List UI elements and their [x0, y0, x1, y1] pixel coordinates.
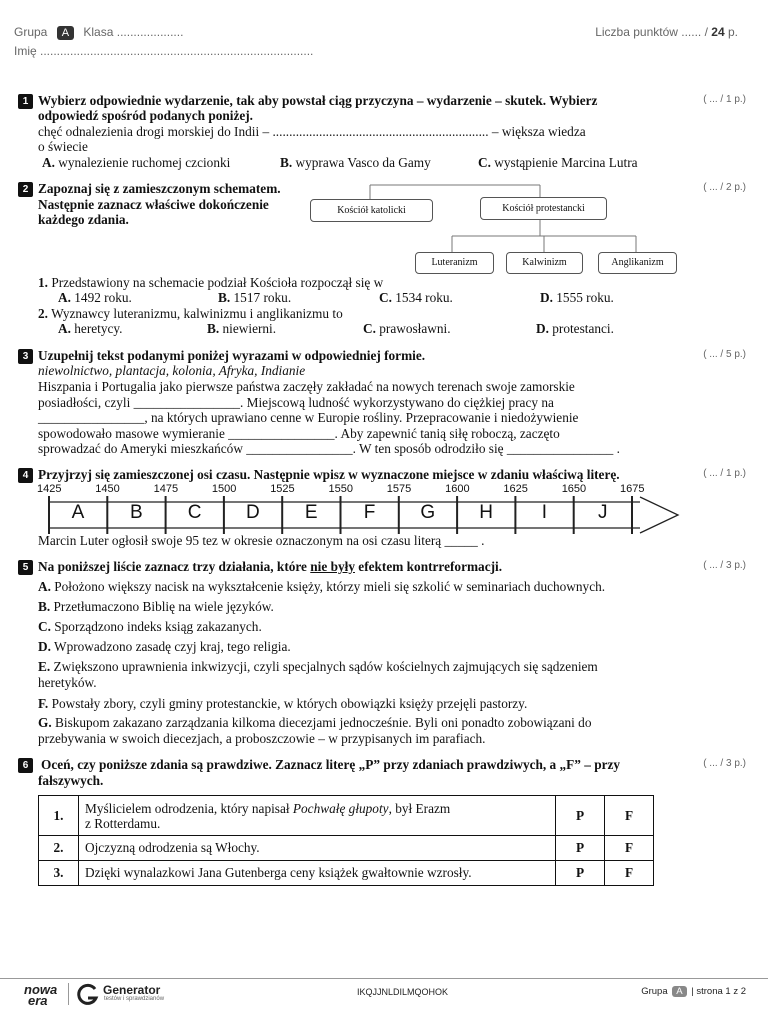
q2-s2-opt-d[interactable]: D. protestanci. — [536, 321, 614, 336]
q5-option[interactable] — [38, 579, 698, 595]
q5-option-letter: C. — [38, 619, 51, 634]
timeline-segment-letter[interactable]: C — [187, 502, 202, 523]
timeline-year-label: 1425 — [37, 483, 62, 495]
document-code: IKQJJNLDILMQOHOK — [357, 987, 449, 997]
points-summary — [595, 25, 738, 39]
row-number: 2. — [39, 836, 79, 861]
q5-instruction-emphasis: nie były — [310, 559, 355, 574]
generator-title: Generator — [103, 983, 161, 997]
q5-option-text: Przetłumaczono Biblię na wiele języków. — [53, 599, 274, 614]
timeline-year-label: 1675 — [620, 483, 645, 495]
q2-s1-number: 1. — [38, 275, 48, 290]
q2-instruction-2: Następnie zaznacz właściwe dokończenie — [38, 197, 269, 212]
q1-text-1: chęć odnalezienia drogi morskiej do Indii – ................................................................. – większa wiedza — [38, 124, 586, 139]
table-row — [39, 796, 654, 836]
statement-text: Dzięki wynalazkowi Jana Gutenberga ceny książek gwałtownie wzrosły. — [79, 861, 556, 886]
q4-instruction: Przyjrzyj się zamieszczonej osi czasu. Następnie wpisz w wyznaczone miejsce w zdaniu właściwą literę. — [38, 467, 620, 482]
q1-option-b-letter: B. — [280, 155, 293, 170]
q2-instruction-1: Zapoznaj się z zamieszczonym schematem. — [38, 181, 281, 196]
q5-option-text-continued: heretyków. — [38, 674, 97, 690]
q1-option-b-text: wyprawa Vasco da Gamy — [295, 155, 431, 170]
timeline-axis — [40, 494, 685, 534]
timeline-segment-letter[interactable]: J — [597, 502, 608, 523]
nowa-era-logo: nowa era — [24, 982, 58, 1008]
name-field[interactable]: Imię .................................................................................. — [14, 44, 314, 58]
q5-option-text-continued: przebywania w swoich diecezjach, a proboszczowie – w przypisanych im parafiach. — [38, 730, 486, 746]
header-group-row — [14, 25, 183, 40]
q1-option-a[interactable] — [42, 155, 230, 171]
q6-instruction-2: fałszywych. — [38, 773, 104, 788]
diagram-box-catholic: Kościół katolicki — [310, 199, 433, 222]
timeline-year-label: 1625 — [503, 483, 528, 495]
q5-option-letter: F. — [38, 696, 49, 711]
table-row — [39, 861, 654, 886]
footer-group-label: Grupa — [641, 986, 668, 997]
q5-option-letter: D. — [38, 639, 51, 654]
timeline-year-label: 1525 — [270, 483, 295, 495]
q2-s2-opt-c[interactable]: C. prawosławni. — [363, 321, 451, 336]
q3-instruction: Uzupełnij tekst podanymi poniżej wyrazami w odpowiedniej formie. — [38, 348, 426, 363]
statement-text: Ojczyzną odrodzenia są Włochy. — [79, 836, 556, 861]
q5-option[interactable] — [38, 619, 698, 635]
q5-option-text: Zwiększono uprawnienia inkwizycji, czyli specjalnych sądów kościelnych zajmujących się sądzeniem — [53, 659, 598, 674]
q5-option-letter: A. — [38, 579, 51, 594]
points-label: Liczba punktów ...... / — [595, 25, 708, 39]
q1-option-c-letter: C. — [478, 155, 491, 170]
false-option[interactable]: F — [605, 861, 654, 886]
q3-text-line-5[interactable]: sprowadzać do Ameryki mieszkańców ________________. W ten sposób odrodziło się ________________ . — [38, 441, 620, 456]
question-6-points: ( ... / 3 p.) — [703, 758, 746, 769]
q5-instruction: Na poniższej liście zaznacz trzy działania, które nie były efektem kontrreformacji. — [38, 559, 503, 574]
q3-text-line-3[interactable]: ________________, na których uprawiano cenne w Europie rośliny. Przepracowanie i niedożywienie — [38, 410, 579, 425]
footer-page-number: | strona 1 z 2 — [691, 986, 746, 997]
timeline-segment-letter[interactable]: E — [304, 502, 318, 523]
q5-option-letter: B. — [38, 599, 51, 614]
q6-instruction-1: Oceń, czy poniższe zdania są prawdziwe. Zaznacz literę „P” przy zdaniach prawdziwych, a „F” – przy — [41, 757, 621, 772]
table-row — [39, 836, 654, 861]
q2-s1-opt-a[interactable]: A. 1492 roku. — [58, 290, 132, 305]
footer-logo-separator — [68, 983, 69, 1005]
q2-s2-number: 2. — [38, 306, 48, 321]
timeline-segment-letter[interactable]: F — [363, 502, 376, 523]
q2-s2-text: Wyznawcy luteranizmu, kalwinizmu i anglikanizmu to — [51, 306, 343, 321]
q5-option[interactable] — [38, 696, 698, 712]
q5-option[interactable] — [38, 599, 698, 615]
q3-text-line-1: Hiszpania i Portugalia jako pierwsze państwa zaczęły zakładać na nowych terenach swoje zamorskie — [38, 379, 575, 394]
question-6-number: 6 — [18, 758, 33, 773]
q1-option-c[interactable] — [478, 155, 638, 171]
q5-option-text: Położono większy nacisk na wykształcenie księży, którzy mieli się szkolić w seminariach duchownych. — [54, 579, 606, 594]
q2-s1-opt-b[interactable]: B. 1517 roku. — [218, 290, 292, 305]
timeline-year-label: 1500 — [211, 483, 237, 495]
question-4-points: ( ... / 1 p.) — [703, 468, 746, 479]
timeline-year-label: 1650 — [561, 483, 587, 495]
question-3-points: ( ... / 5 p.) — [703, 349, 746, 360]
generator-subtitle: testów i sprawdzianów — [104, 996, 165, 1002]
true-option[interactable]: P — [556, 861, 605, 886]
q1-option-a-text: wynalezienie ruchomej czcionki — [58, 155, 231, 170]
q5-option-letter: E. — [38, 659, 51, 674]
class-label: Klasa .................... — [83, 25, 184, 39]
q2-s1-opt-c[interactable]: C. 1534 roku. — [379, 290, 453, 305]
question-2-number: 2 — [18, 182, 33, 197]
q5-option[interactable] — [38, 639, 698, 655]
q1-option-c-text: wystąpienie Marcina Lutra — [494, 155, 638, 170]
question-4-number: 4 — [18, 468, 33, 483]
q1-instruction-2: odpowiedź spośród podanych poniżej. — [38, 108, 254, 123]
diagram-box-calvinism: Kalwinizm — [506, 252, 583, 274]
q5-option[interactable] — [38, 659, 698, 690]
q2-s1-text: Przedstawiony na schemacie podział Kościoła rozpoczął się w — [51, 275, 384, 290]
diagram-box-lutheranism: Luteranizm — [415, 252, 494, 274]
false-option[interactable]: F — [605, 836, 654, 861]
points-total: 24 — [711, 25, 725, 39]
question-5-number: 5 — [18, 560, 33, 575]
timeline-year-label: 1475 — [153, 483, 179, 495]
q5-option-text: Wprowadzono zasadę czyj kraj, tego religia. — [54, 639, 291, 654]
q4-sentence[interactable]: Marcin Luter ogłosił swoje 95 tez w okresie oznaczonym na osi czasu literą _____ . — [38, 533, 485, 548]
question-3-number: 3 — [18, 349, 33, 364]
footer-divider — [0, 978, 768, 979]
q1-option-b[interactable] — [280, 155, 431, 171]
group-badge: A — [57, 26, 74, 40]
timeline-year-label: 1550 — [328, 483, 353, 495]
footer-page-info — [641, 986, 746, 997]
timeline-segment-letter[interactable]: B — [129, 502, 143, 523]
false-option[interactable]: F — [605, 796, 654, 836]
q2-instruction-3: każdego zdania. — [38, 212, 129, 227]
q2-sentence-1 — [38, 275, 383, 291]
timeline-year-label: 1575 — [386, 483, 412, 495]
q1-option-a-letter: A. — [42, 155, 55, 170]
footer-group-badge: A — [672, 986, 686, 997]
diagram-box-anglicanism: Anglikanizm — [598, 252, 677, 274]
generator-logo-icon — [77, 983, 99, 1005]
question-5-points: ( ... / 3 p.) — [703, 560, 746, 571]
row-number: 1. — [39, 796, 79, 836]
q5-option-text: Sporządzono indeks ksiąg zakazanych. — [54, 619, 262, 634]
q5-option[interactable] — [38, 715, 698, 746]
statement-text: Myślicielem odrodzenia, który napisał Pochwałę głupoty, był Erazm z Rotterdamu. — [79, 796, 556, 836]
timeline-segment-letter[interactable]: I — [541, 502, 548, 523]
q3-text-line-4[interactable]: spowodowało masowe wymieranie ________________. Aby zapewnić tanią siłę roboczą, zaczęto — [38, 426, 560, 441]
q2-s2-opt-b[interactable]: B. niewierni. — [207, 321, 277, 336]
q1-text-2: o świecie — [38, 139, 88, 154]
q5-option-text: Powstały zbory, czyli gminy protestanckie, w których obowiązki księży przejęli pastorzy. — [51, 696, 528, 711]
timeline-segment-letter[interactable]: H — [479, 502, 493, 523]
q1-instruction-1: Wybierz odpowiednie wydarzenie, tak aby powstał ciąg przyczyna – wydarzenie – skutek. Wybierz — [38, 93, 598, 108]
q2-s2-opt-a[interactable]: A. heretycy. — [58, 321, 123, 336]
row-number: 3. — [39, 861, 79, 886]
true-option[interactable]: P — [556, 796, 605, 836]
group-label: Grupa — [14, 25, 48, 39]
q2-sentence-2 — [38, 306, 343, 322]
diagram-box-protestant: Kościół protestancki — [480, 197, 607, 220]
question-2-points: ( ... / 2 p.) — [703, 182, 746, 193]
timeline-segment-letter[interactable]: D — [246, 502, 260, 523]
timeline-year-label: 1450 — [95, 483, 120, 495]
true-option[interactable]: P — [556, 836, 605, 861]
timeline-year-label: 1600 — [445, 483, 470, 495]
question-1-number: 1 — [18, 94, 33, 109]
question-1-points: ( ... / 1 p.) — [703, 94, 746, 105]
timeline-segment-letter[interactable]: A — [71, 502, 85, 523]
points-unit: p. — [727, 25, 738, 39]
q5-option-letter: G. — [38, 715, 52, 730]
true-false-table — [38, 795, 654, 886]
q2-s1-opt-d[interactable]: D. 1555 roku. — [540, 290, 614, 305]
q5-option-text: Biskupom zakazano zarządzania kilkoma diecezjami jednocześnie. Byli oni ponadto zobowiązani do — [55, 715, 592, 730]
q3-text-line-2[interactable]: posiadłości, czyli ________________. Miejscową ludność wykorzystywano do ciężkiej pracy na — [38, 395, 554, 410]
timeline-segment-letter[interactable]: G — [420, 502, 436, 523]
q3-word-bank: niewolnictwo, plantacja, kolonia, Afryka, Indianie — [38, 363, 306, 378]
